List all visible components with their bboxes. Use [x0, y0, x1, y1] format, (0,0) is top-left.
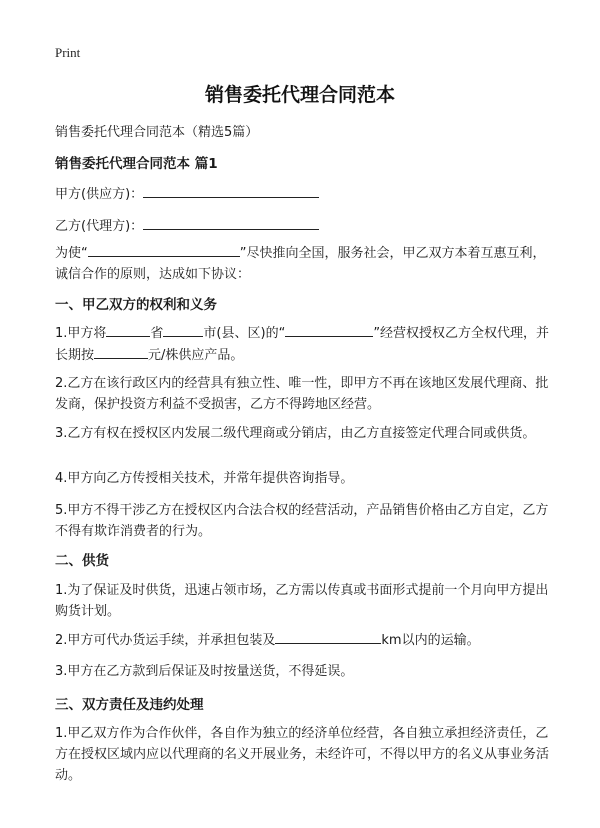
clause-2-2-text-a: 2.甲方可代办货运手续，并承担包装及	[55, 633, 276, 648]
clause-1-1	[55, 322, 550, 366]
intro-text-end: ”尽快推向全国，服务社会，甲乙双方本着互惠互利，诚信合作的原则，达成如下协议：	[55, 246, 546, 282]
clause-1-2: 2.乙方在该行政区内的经营具有独立性、唯一性，即甲方不再在该地区发展代理商、批发商，保护投资方利益不受损害，乙方不得跨地区经营。	[55, 376, 549, 412]
party-a-field	[55, 183, 319, 202]
clause-1-3: 3.乙方有权在授权区内发展二级代理商或分销店，由乙方直接签定代理合同或供货。	[55, 426, 536, 441]
clause-1-1-text-b: 省	[150, 326, 164, 341]
section-2-heading: 二、供货	[55, 553, 109, 569]
section-1-heading: 一、甲乙双方的权利和义务	[55, 297, 217, 313]
party-b-blank	[143, 215, 319, 230]
clause-2-3: 3.甲方在乙方款到后保证及时按量送货，不得延误。	[55, 664, 354, 679]
intro-paragraph	[55, 242, 550, 285]
city-blank	[163, 322, 203, 337]
clause-3-1: 1.甲乙双方作为合作伙伴，各自作为独立的经济单位经营，各自独立承担经济责任，乙方在授权区域内应以代理商的名义开展业务，未经许可，不得以甲方的名义从事业务活动。	[55, 726, 550, 783]
print-link[interactable]: Print	[55, 45, 81, 60]
clause-2-2	[55, 629, 550, 651]
clause-1-1-text-c: 市(县、区)的“	[203, 326, 286, 341]
clause-2-2-text-b: km以内的运输。	[381, 633, 480, 648]
section-3-heading: 三、双方责任及违约处理	[55, 697, 204, 713]
product-name-blank	[88, 242, 240, 257]
clause-2-1: 1.为了保证及时供货，迅速占领市场，乙方需以传真或书面形式提前一个月向甲方提出购货计划。	[55, 583, 549, 619]
document-subtitle: 销售委托代理合同范本（精选5篇）	[55, 125, 259, 140]
clause-1-1-text-d: ”经营权授权乙方全权代理，并长期按	[55, 326, 550, 363]
distance-blank	[275, 629, 381, 644]
document-title: 销售委托代理合同范本	[204, 84, 395, 106]
clause-1-1-text-e: 元/株供应产品。	[148, 348, 244, 363]
article-title: 销售委托代理合同范本 篇1	[55, 156, 218, 172]
price-blank	[94, 344, 148, 359]
clause-1-5: 5.甲方不得干涉乙方在授权区内合法合权的经营活动，产品销售价格由乙方自定，乙方不得有欺诈消费者的行为。	[55, 503, 549, 539]
party-b-field	[55, 215, 319, 234]
business-name-blank	[285, 322, 373, 337]
party-a-label: 甲方(供应方)：	[55, 187, 144, 202]
intro-text-start: 为使“	[55, 246, 88, 261]
clause-1-1-text-a: 1.甲方将	[55, 326, 107, 341]
party-a-blank	[143, 183, 319, 198]
province-blank	[106, 322, 150, 337]
party-b-label: 乙方(代理方)：	[55, 219, 144, 234]
clause-1-4: 4.甲方向乙方传授相关技术，并常年提供咨询指导。	[55, 471, 354, 486]
